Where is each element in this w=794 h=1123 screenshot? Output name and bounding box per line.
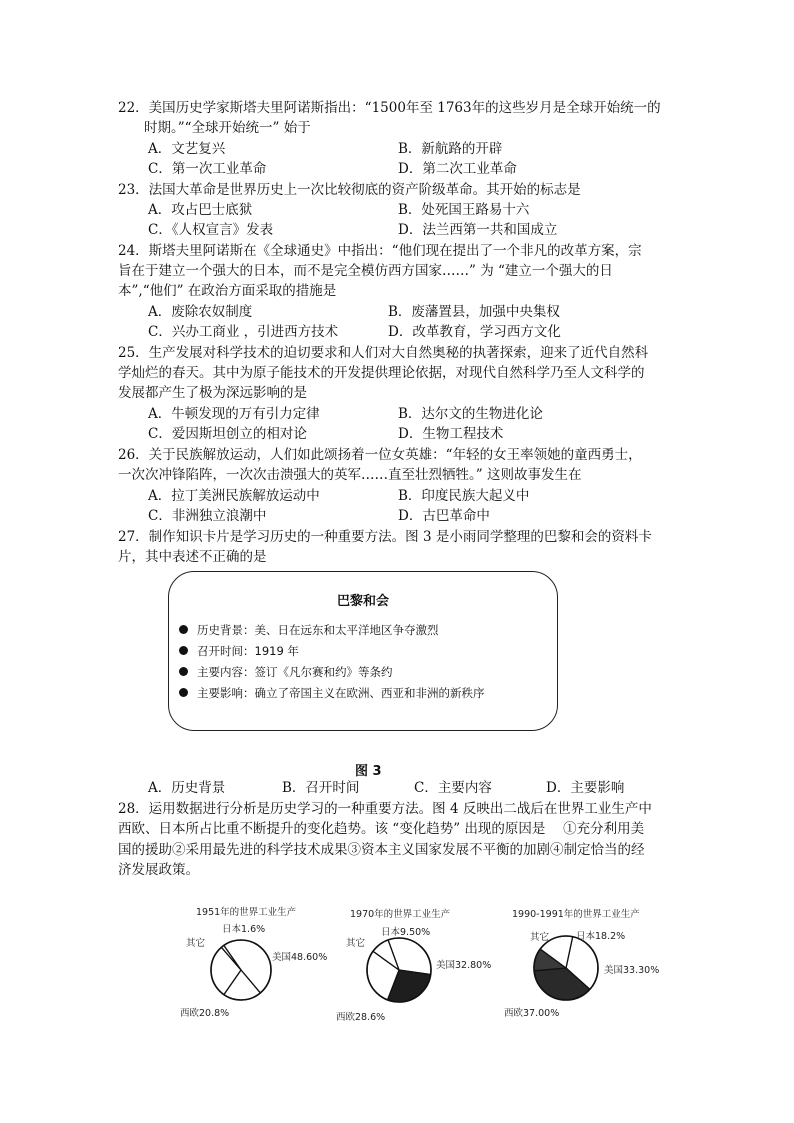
pie-1970-title: 1970年的世界工业生产	[350, 909, 451, 920]
q24-stem-line-3: 本”,“他们” 在政治方面采取的措施是	[118, 283, 337, 299]
q23-option-d: D．法兰西第一共和国成立	[398, 222, 558, 238]
q24-option-d: D．改革教育，学习西方文化	[388, 324, 561, 340]
q22-option-a: A．文艺复兴	[148, 141, 226, 157]
pie-label-2-3: 日本18.2%	[576, 931, 626, 942]
q25-stem-line-2: 学灿烂的春天。其中为原子能技术的开发提供理论依据，对现代自然科学乃至人文科学的	[118, 365, 645, 381]
q23-option-a: A．攻占巴士底狱	[148, 202, 253, 218]
pie-1990-title: 1990-1991年的世界工业生产	[512, 909, 640, 920]
q27-option-b: B．召开时间	[282, 780, 360, 796]
q27-option-a: A．历史背景	[148, 780, 226, 796]
q24-option-b: B．废藩置县，加强中央集权	[388, 304, 560, 320]
q24-stem-line-1: 24．斯塔夫里阿诺斯在《全球通史》中指出：“他们现在提出了一个非凡的改革方案，宗	[118, 243, 642, 259]
pie-1951-title: 1951年的世界工业生产	[196, 907, 297, 918]
q22-stem-line-2: 时期。”“全球开始统一” 始于	[144, 120, 311, 136]
q23-option-b: B．处死国王路易十六	[398, 202, 530, 218]
pie-label-0-0: 美国48.60%	[272, 952, 328, 963]
q27-stem-line-1: 27．制作知识卡片是学习历史的一种重要方法。图 3 是小雨同学整理的巴黎和会的资料卡	[118, 529, 652, 545]
q24-option-a: A．废除农奴制度	[148, 304, 253, 320]
card-item-background: 历史背景：美、日在远东和太平洋地区争夺激烈	[179, 622, 439, 638]
q23-option-c: C．《人权宣言》发表	[148, 222, 274, 238]
q26-option-a: A．拉丁美洲民族解放运动中	[148, 488, 320, 504]
q25-option-d: D．生物工程技术	[398, 426, 504, 442]
figure-3-label: 图 3	[355, 764, 382, 779]
q28-stem-line-3: 国的援助②采用最先进的科学技术成果③资本主义国家发展不平衡的加剧④制定恰当的经	[118, 842, 645, 858]
q26-option-c: C．非洲独立浪潮中	[148, 508, 267, 524]
q25-option-a: A．牛顿发现的万有引力定律	[148, 406, 320, 422]
pie-label-2-0: 美国33.30%	[604, 965, 660, 976]
pie-label-0-1: 西欧20.8%	[180, 1008, 230, 1019]
pie-label-1-2: 其它	[346, 938, 366, 949]
q26-stem-line-2: 一次次冲锋陷阵，一次次击溃强大的英军……直至壮烈牺牲。” 这则故事发生在	[118, 467, 582, 483]
pie-label-2-2: 其它	[530, 932, 550, 943]
q23-stem-line-1: 23．法国大革命是世界历史上一次比较彻底的资产阶级革命。其开始的标志是	[118, 182, 581, 198]
q25-stem-line-1: 25．生产发展对科学技术的迫切要求和人们对大自然奥秘的执著探索，迎来了近代自然科	[118, 345, 649, 361]
q26-option-b: B．印度民族大起义中	[398, 488, 530, 504]
pie-label-1-0: 美国32.80%	[436, 960, 492, 971]
q25-stem-line-3: 发展都产生了极为深远影响的是	[118, 385, 307, 401]
pie-label-0-3: 日本1.6%	[222, 924, 266, 935]
q27-option-c: C．主要内容	[414, 780, 492, 796]
pie-label-1-3: 日本9.50%	[381, 927, 431, 938]
q26-stem-line-1: 26．关于民族解放运动，人们如此颂扬着一位女英雄：“年轻的女王率领她的童西勇士，	[118, 447, 642, 463]
pie-label-2-1: 西欧37.00%	[504, 1008, 560, 1019]
q24-option-c: C．兴办工商业 ，引进西方技术	[148, 324, 339, 340]
q28-stem-line-2: 西欧、日本所占比重不断提升的变化趋势。该 “变化趋势” 出现的原因是 ①充分利用美	[118, 821, 645, 837]
card-title: 巴黎和会	[336, 594, 389, 609]
q25-option-b: B．达尔文的生物进化论	[398, 406, 543, 422]
card-item-time: 召开时间：1919 年	[179, 643, 299, 659]
q27-option-d: D．主要影响	[546, 780, 625, 796]
q28-stem-line-1: 28．运用数据进行分析是历史学习的一种重要方法。图 4 反映出二战后在世界工业生产中	[118, 801, 652, 817]
card-item-impact: 主要影响：确立了帝国主义在欧洲、西亚和非洲的新秩序	[179, 685, 485, 701]
q28-stem-line-4: 济发展政策。	[118, 862, 199, 878]
q25-option-c: C．爱因斯坦创立的相对论	[148, 426, 307, 442]
q22-stem-line-1: 22．美国历史学家斯塔夫里阿诺斯指出：“1500年至 1763年的这些岁月是全球开始统一的	[118, 100, 661, 116]
q22-option-d: D．第二次工业革命	[398, 161, 517, 177]
q22-option-c: C．第一次工业革命	[148, 161, 267, 177]
q22-option-b: B．新航路的开辟	[398, 141, 503, 157]
q24-stem-line-2: 旨在于建立一个强大的日本，而不是完全模仿西方国家……” 为 “建立一个强大的日	[118, 263, 613, 279]
q26-option-d: D．古巴革命中	[398, 508, 490, 524]
q27-stem-line-2: 片，其中表述不正确的是	[118, 549, 267, 565]
pie-label-0-2: 其它	[186, 938, 206, 949]
card-item-content: 主要内容：签订《凡尔赛和约》等条约	[179, 664, 393, 680]
pie-label-1-1: 西欧28.6%	[336, 1012, 386, 1023]
